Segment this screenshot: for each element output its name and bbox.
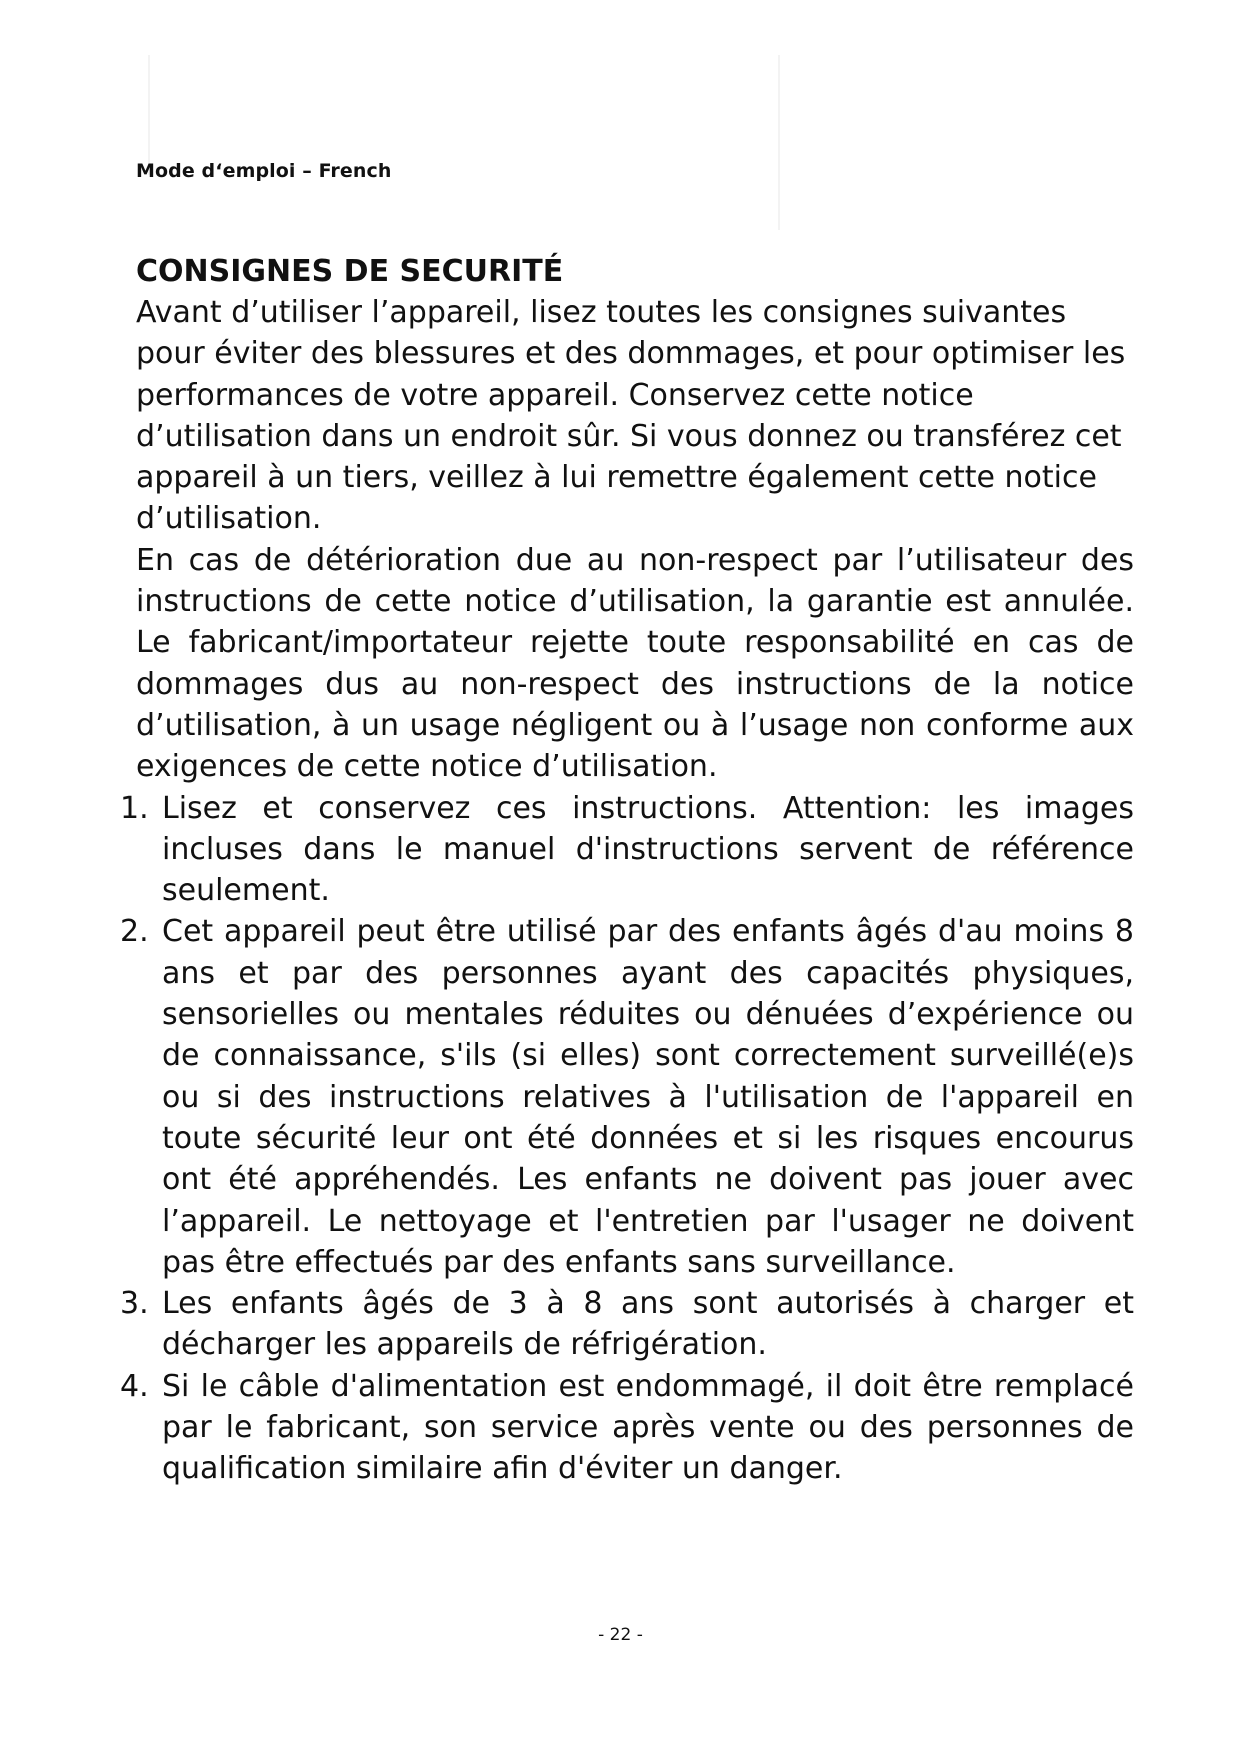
item-text: Si le câble d'alimentation est endommagé, il doit être remplacé par le fabricant, son service après vente ou des personnes de qualification similaire afin d'éviter un danger. xyxy=(162,1368,1134,1487)
item-number: 2. xyxy=(120,914,149,950)
item-number: 4. xyxy=(120,1368,149,1404)
document-header: Mode d‘emploi – French xyxy=(136,160,392,182)
scan-artifact xyxy=(148,55,150,175)
list-item xyxy=(120,1366,1134,1490)
safety-instructions-list xyxy=(120,788,1134,1490)
section-title: CONSIGNES DE SECURITÉ xyxy=(136,254,564,289)
item-text: Lisez et conservez ces instructions. Attention: les images incluses dans le manuel d'instructions servent de référence seulement. xyxy=(162,790,1134,909)
list-item xyxy=(120,1283,1134,1366)
item-text: Cet appareil peut être utilisé par des enfants âgés d'au moins 8 ans et par des personnes ayant des capacités physiques, sensorielles ou mentales réduites ou dénuées d’expérience ou de connaissance, s'ils (si elles) sont correctement surveillé(e)s ou si des instructions relatives à l'utilisation de l'appareil en toute sécurité leur ont été données et si les risques encourus ont été appréhendés. Les enfants ne doivent pas jouer avec l’appareil. Le nettoyage et l'entretien par l'usager ne doivent pas être effectués par des enfants sans surveillance. xyxy=(162,914,1134,1280)
page-number: - 22 - xyxy=(598,1625,643,1645)
item-number: 3. xyxy=(120,1286,149,1322)
item-number: 1. xyxy=(120,790,149,826)
item-text: Les enfants âgés de 3 à 8 ans sont autorisés à charger et décharger les appareils de réfrigération. xyxy=(162,1286,1134,1363)
list-item xyxy=(120,911,1134,1283)
scan-artifact xyxy=(778,55,780,230)
document-body xyxy=(120,252,1134,1490)
intro-paragraph: Avant d’utiliser l’appareil, lisez toutes les consignes suivantes pour éviter des blessures et des dommages, et pour optimiser les performances de votre appareil. Conservez cette notice d’utilisation dans un endroit sûr. Si vous donnez ou transférez cet appareil à un tiers, veillez à lui remettre également cette notice d’utilisation. xyxy=(136,295,1126,537)
warranty-paragraph: En cas de détérioration due au non-respect par l’utilisateur des instructions de cette notice d’utilisation, la garantie est annulée. Le fabricant/importateur rejette toute responsabilité en cas de dommages dus au non-respect des instructions de la notice d’utilisation, à un usage négligent ou à l’usage non conforme aux exigences de cette notice d’utilisation. xyxy=(136,542,1134,785)
list-item xyxy=(120,788,1134,912)
